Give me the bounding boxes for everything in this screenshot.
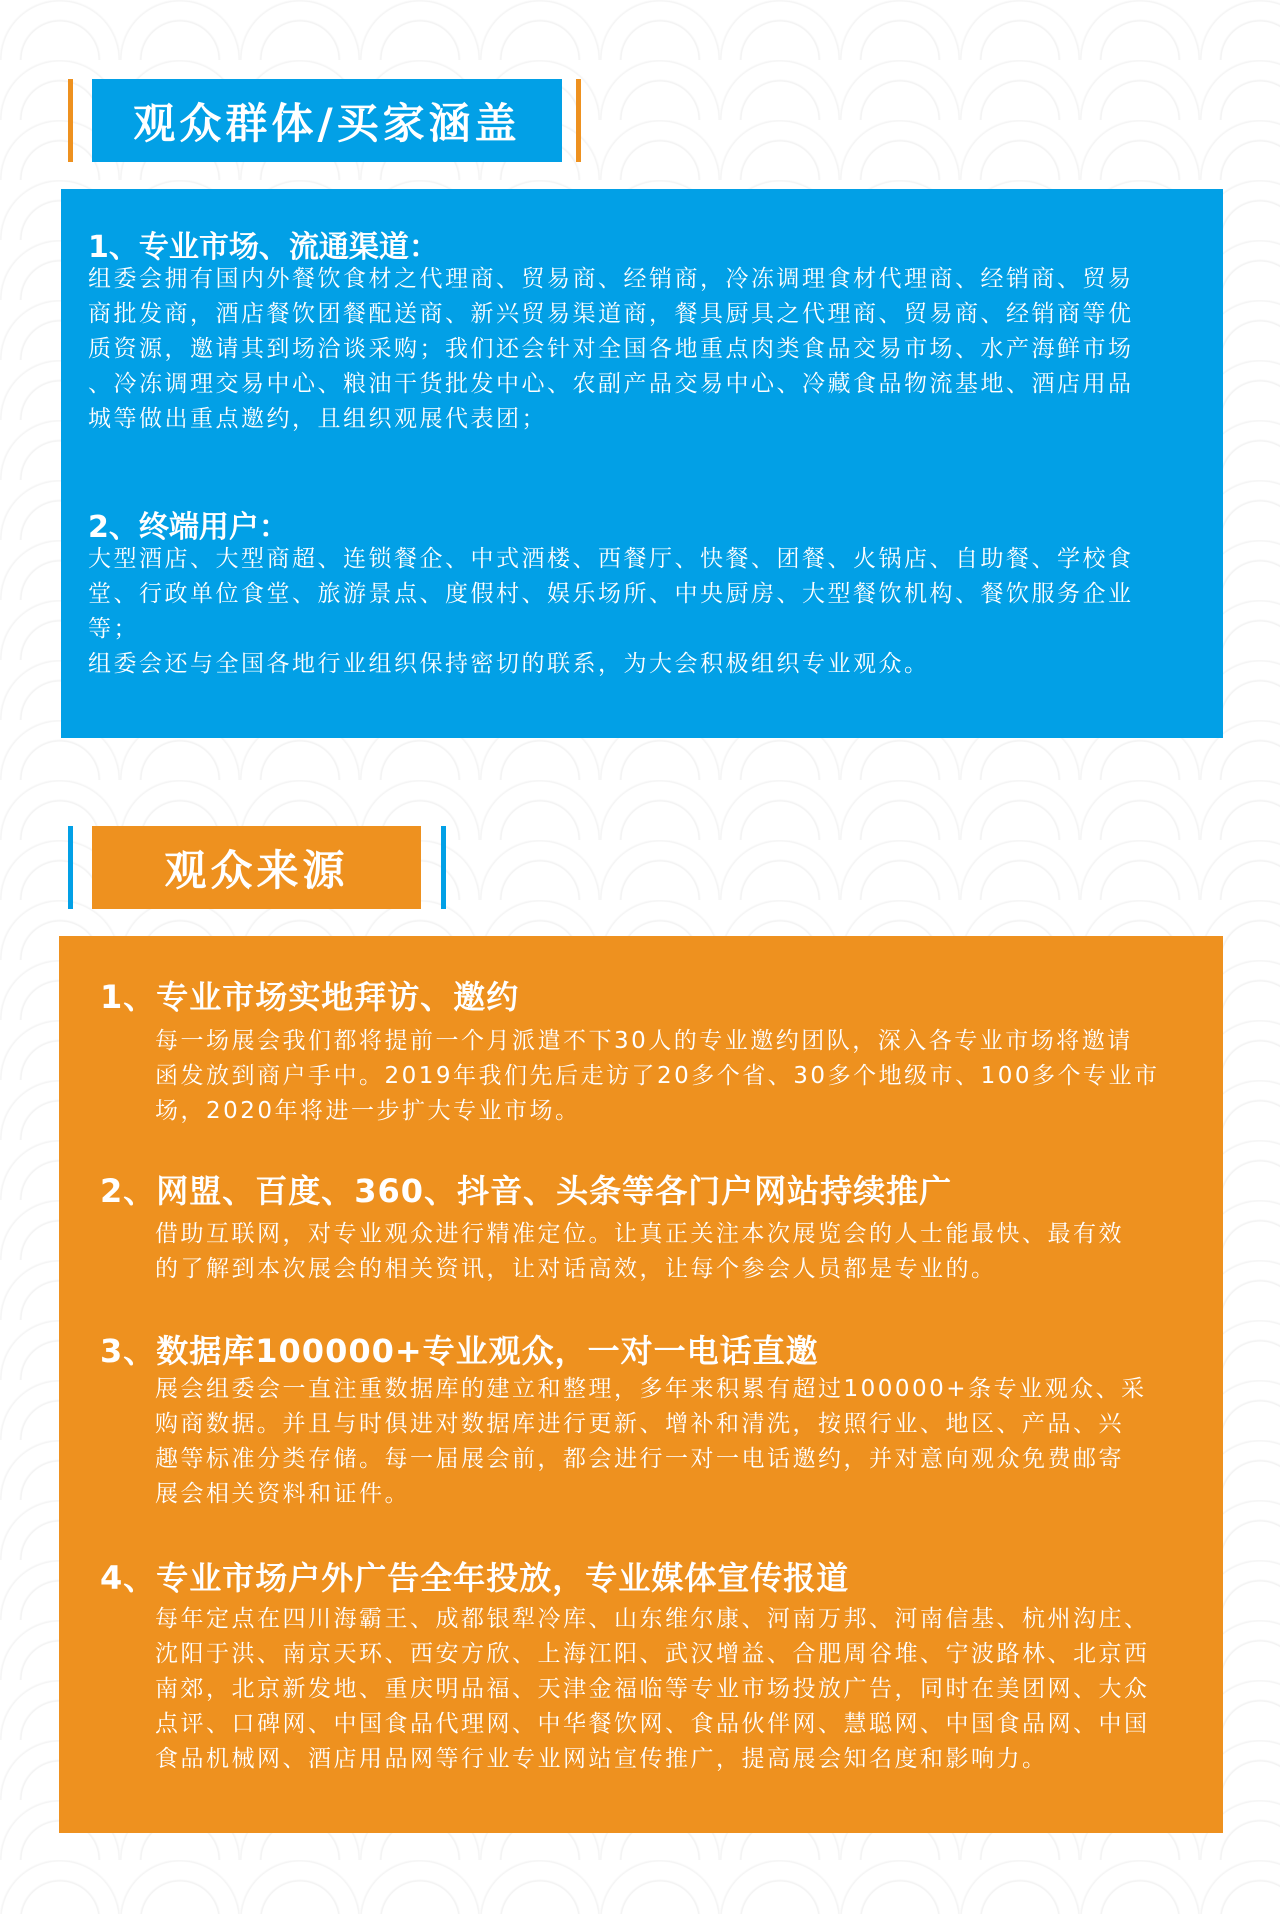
text-line: 点评、口碑网、中国食品代理网、中华餐饮网、食品伙伴网、慧聪网、中国食品网、中国 xyxy=(155,1711,1150,1737)
accent-bar-left xyxy=(68,826,73,909)
item-heading: 1、专业市场、流通渠道： xyxy=(88,230,439,265)
section-title: 观众来源 xyxy=(92,826,421,909)
item-body xyxy=(88,262,1134,437)
item-body xyxy=(88,542,1134,682)
text-line: 组委会还与全国各地行业组织保持密切的联系，为大会积极组织专业观众。 xyxy=(88,651,930,677)
accent-bar-right xyxy=(441,826,446,909)
text-line: 堂、行政单位食堂、旅游景点、度假村、娱乐场所、中央厨房、大型餐饮机构、餐饮服务企业 xyxy=(88,581,1134,607)
text-line: 购商数据。并且与时俱进对数据库进行更新、增补和清洗，按照行业、地区、产品、兴 xyxy=(155,1411,1124,1437)
item-heading: 3、数据库100000+专业观众，一对一电话直邀 xyxy=(100,1332,819,1370)
accent-bar-right xyxy=(576,79,581,162)
text-line: 城等做出重点邀约，且组织观展代表团； xyxy=(88,406,547,432)
text-line: 、冷冻调理交易中心、粮油干货批发中心、农副产品交易中心、冷藏食品物流基地、酒店用品 xyxy=(88,371,1134,397)
item-heading: 2、终端用户： xyxy=(88,510,289,545)
text-line: 每年定点在四川海霸王、成都银犁冷库、山东维尔康、河南万邦、河南信基、杭州沟庄、 xyxy=(155,1606,1150,1632)
text-line: 每一场展会我们都将提前一个月派遣不下30人的专业邀约团队，深入各专业市场将邀请 xyxy=(155,1028,1133,1054)
text-line: 展会组委会一直注重数据库的建立和整理，多年来积累有超过100000+条专业观众、采 xyxy=(155,1376,1147,1402)
section-banner-audience xyxy=(68,79,583,162)
item-heading: 4、专业市场户外广告全年投放，专业媒体宣传报道 xyxy=(100,1559,850,1597)
text-line: 沈阳于洪、南京天环、西安方欣、上海江阳、武汉增益、合肥周谷堆、宁波路林、北京西 xyxy=(155,1641,1150,1667)
text-line: 南郊，北京新发地、重庆明品福、天津金福临等专业市场投放广告，同时在美团网、大众 xyxy=(155,1676,1150,1702)
text-line: 等； xyxy=(88,616,139,642)
audience-panel xyxy=(61,189,1223,738)
item-body xyxy=(155,1372,1147,1512)
text-line: 组委会拥有国内外餐饮食材之代理商、贸易商、经销商，冷冻调理食材代理商、经销商、贸易 xyxy=(88,266,1134,292)
section-banner-sources xyxy=(68,826,448,909)
text-line: 的了解到本次展会的相关资讯，让对话高效，让每个参会人员都是专业的。 xyxy=(155,1256,997,1282)
item-body xyxy=(155,1217,1124,1287)
item-body xyxy=(155,1024,1159,1129)
text-line: 场，2020年将进一步扩大专业市场。 xyxy=(155,1098,581,1124)
section-title: 观众群体/买家涵盖 xyxy=(92,79,562,162)
text-line: 函发放到商户手中。2019年我们先后走访了20多个省、30多个地级市、100多个专业市 xyxy=(155,1063,1160,1089)
item-heading: 2、网盟、百度、360、抖音、头条等各门户网站持续推广 xyxy=(100,1172,953,1210)
text-line: 商批发商，酒店餐饮团餐配送商、新兴贸易渠道商，餐具厨具之代理商、贸易商、经销商等优 xyxy=(88,301,1134,327)
text-line: 大型酒店、大型商超、连锁餐企、中式酒楼、西餐厅、快餐、团餐、火锅店、自助餐、学校食 xyxy=(88,546,1134,572)
item-body xyxy=(155,1602,1150,1777)
text-line: 展会相关资料和证件。 xyxy=(155,1481,410,1507)
sources-panel xyxy=(59,936,1223,1833)
text-line: 借助互联网，对专业观众进行精准定位。让真正关注本次展览会的人士能最快、最有效 xyxy=(155,1221,1124,1247)
item-heading: 1、专业市场实地拜访、邀约 xyxy=(100,978,520,1016)
text-line: 质资源，邀请其到场洽谈采购；我们还会针对全国各地重点肉类食品交易市场、水产海鲜市场 xyxy=(88,336,1134,362)
text-line: 趣等标准分类存储。每一届展会前，都会进行一对一电话邀约，并对意向观众免费邮寄 xyxy=(155,1446,1124,1472)
text-line: 食品机械网、酒店用品网等行业专业网站宣传推广，提高展会知名度和影响力。 xyxy=(155,1746,1048,1772)
accent-bar-left xyxy=(68,79,73,162)
